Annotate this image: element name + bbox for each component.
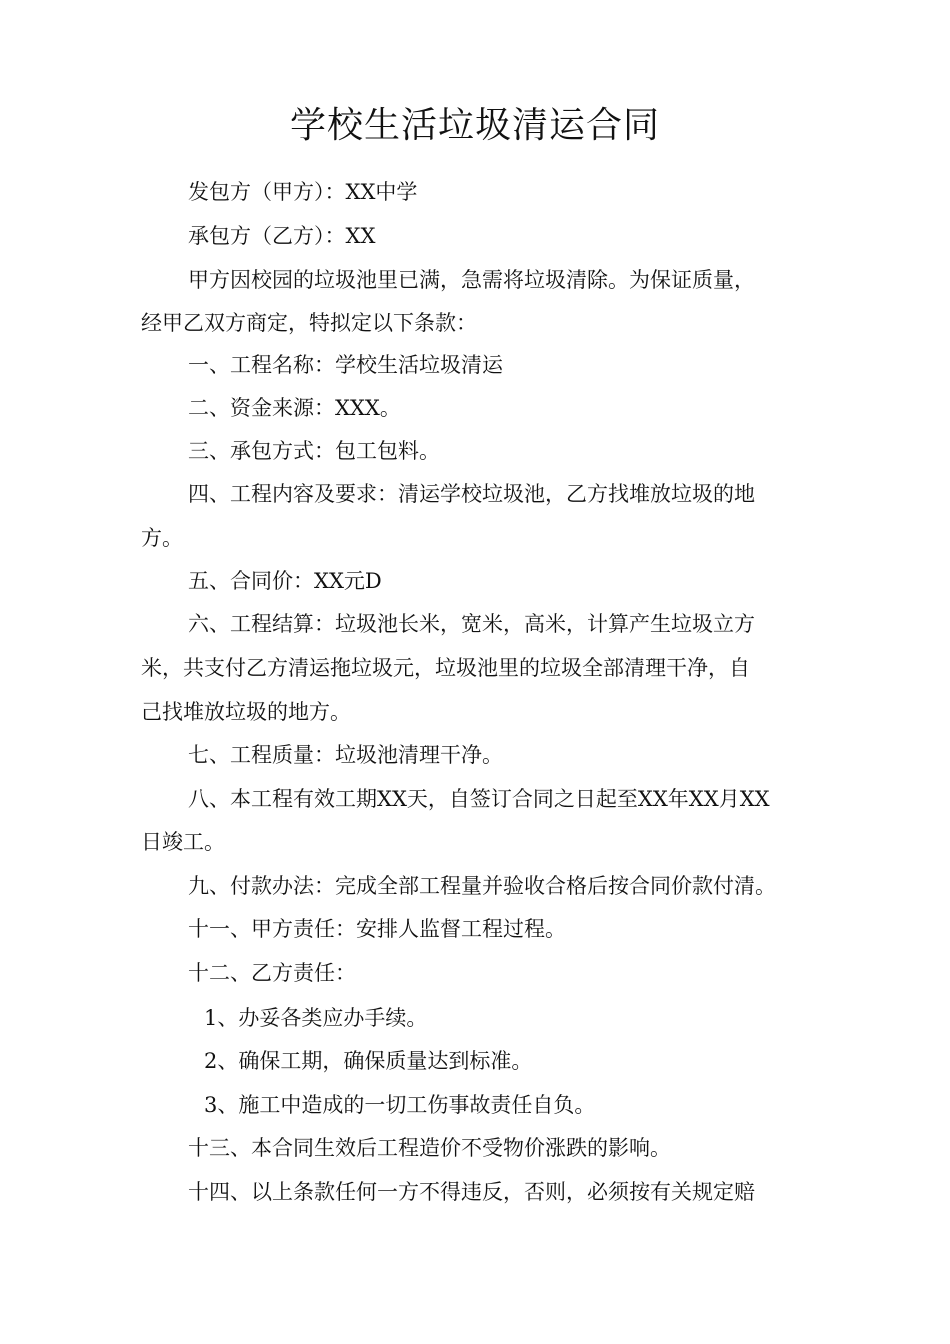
clause-11: 十一、甲方责任：安排人监督工程过程。 — [188, 917, 566, 941]
intro-line-1: 甲方因校园的垃圾池里已满，急需将垃圾清除。为保证质量， — [188, 268, 755, 292]
party-a-line: 发包方（甲方）：XX中学 — [188, 180, 418, 204]
clause-12-item-2: 2、确保工期，确保质量达到标准。 — [204, 1049, 533, 1073]
clause-4-line-1: 四、工程内容及要求：清运学校垃圾池，乙方找堆放垃圾的地 — [188, 482, 755, 506]
clause-6-line-2: 米，共支付乙方清运拖垃圾元，垃圾池里的垃圾全部清理干净，自 — [141, 656, 750, 680]
clause-9: 九、付款办法：完成全部工程量并验收合格后按合同价款付清。 — [188, 874, 776, 898]
clause-1: 一、工程名称：学校生活垃圾清运 — [188, 353, 503, 377]
party-b-line: 承包方（乙方）：XX — [188, 224, 376, 248]
clause-5: 五、合同价：XX元D — [188, 569, 382, 593]
clause-6-line-3: 己找堆放垃圾的地方。 — [141, 700, 351, 724]
clause-8-line-2: 日竣工。 — [141, 830, 225, 854]
clause-13: 十三、本合同生效后工程造价不受物价涨跌的影响。 — [188, 1136, 671, 1160]
clause-3: 三、承包方式：包工包料。 — [188, 439, 440, 463]
clause-12-heading: 十二、乙方责任： — [188, 961, 356, 985]
clause-12-item-1: 1、办妥各类应办手续。 — [204, 1006, 428, 1030]
clause-12-item-3: 3、施工中造成的一切工伤事故责任自负。 — [204, 1093, 596, 1117]
clause-7: 七、工程质量：垃圾池清理干净。 — [188, 743, 503, 767]
clause-8-line-1: 八、本工程有效工期XX天，自签订合同之日起至XX年XX月XX — [188, 787, 770, 811]
intro-line-2: 经甲乙双方商定，特拟定以下条款： — [141, 311, 477, 335]
clause-14: 十四、以上条款任何一方不得违反，否则，必须按有关规定赔 — [188, 1180, 755, 1204]
document-title: 学校生活垃圾清运合同 — [289, 105, 660, 146]
clause-4-line-2: 方。 — [141, 526, 183, 550]
clause-2: 二、资金来源：XXX。 — [188, 396, 401, 420]
clause-6-line-1: 六、工程结算：垃圾池长米，宽米，高米，计算产生垃圾立方 — [188, 612, 755, 636]
